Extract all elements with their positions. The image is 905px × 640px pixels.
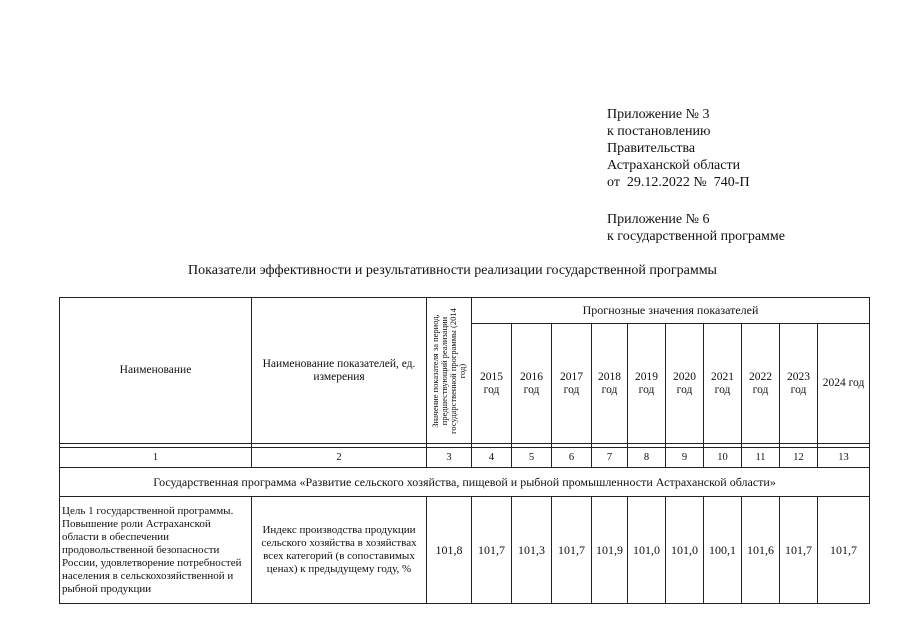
column-number: 11: [742, 448, 780, 468]
indicator-cell: Индекс производства продукции сельского хозяйства в хозяйствах всех категорий (в сопоставимых ценах) к предыдущему году, %: [252, 497, 427, 604]
appendix-6-line: Приложение № 6: [607, 212, 710, 227]
program-title: Государственная программа «Развитие сельского хозяйства, пищевой и рыбной промышленности Астраханской области»: [60, 468, 870, 497]
value-cell: 101,7: [472, 497, 512, 604]
value-cell: 101,7: [780, 497, 818, 604]
appendix-3-line: к постановлению: [607, 124, 711, 139]
appendix-3-date-line: от 29.12.2022 № 740-П: [607, 175, 750, 190]
goal-cell: Цель 1 государственной программы. Повышение роли Астраханской области в обеспечении продовольственной безопасности России, удовлетворение потребностей населения в сельскохозяйственной и рыбной продукции: [60, 497, 252, 604]
value-cell: 101,3: [512, 497, 552, 604]
year-header: 2019 год: [628, 324, 666, 444]
indicators-table: [59, 297, 870, 604]
column-number: 9: [666, 448, 704, 468]
header-base-value-cell: [427, 298, 472, 444]
column-number: 2: [252, 448, 427, 468]
appendix-3-line: Астраханской области: [607, 158, 741, 173]
table-row: [60, 497, 870, 604]
column-number: 8: [628, 448, 666, 468]
appendix-6-block: [607, 211, 785, 245]
year-header: 2021 год: [704, 324, 742, 444]
year-header: 2022 год: [742, 324, 780, 444]
program-title-row: [60, 468, 870, 497]
appendix-6-line: к государственной программе: [607, 229, 785, 244]
header-indicator: Наименование показателей, ед. измерения: [252, 298, 427, 444]
header-name: Наименование: [60, 298, 252, 444]
header-base-value: Значение показателя за период, предшествующий реализации государственной программы (2014 год): [430, 307, 467, 434]
value-cell: 101,0: [666, 497, 704, 604]
year-header: 2020 год: [666, 324, 704, 444]
year-header: 2018 год: [592, 324, 628, 444]
column-number: 3: [427, 448, 472, 468]
year-header: 2023 год: [780, 324, 818, 444]
column-number: 13: [818, 448, 870, 468]
column-number: 1: [60, 448, 252, 468]
base-value-cell: 101,8: [427, 497, 472, 604]
document-title: Показатели эффективности и результативности реализации государственной программы: [188, 263, 717, 278]
value-cell: 100,1: [704, 497, 742, 604]
column-number: 7: [592, 448, 628, 468]
value-cell: 101,0: [628, 497, 666, 604]
column-number: 4: [472, 448, 512, 468]
header-forecast: Прогнозные значения показателей: [472, 298, 870, 324]
column-number: 12: [780, 448, 818, 468]
value-cell: 101,7: [552, 497, 592, 604]
appendix-3-line: Приложение № 3: [607, 107, 710, 122]
year-header: 2024 год: [818, 324, 870, 444]
column-number: 6: [552, 448, 592, 468]
column-number: 5: [512, 448, 552, 468]
value-cell: 101,6: [742, 497, 780, 604]
year-header: 2017 год: [552, 324, 592, 444]
header-row: [60, 298, 870, 324]
value-cell: 101,9: [592, 497, 628, 604]
value-cell: 101,7: [818, 497, 870, 604]
appendix-3-line: Правительства: [607, 141, 696, 156]
column-numbers-row: [60, 448, 870, 468]
column-number: 10: [704, 448, 742, 468]
year-header: 2015 год: [472, 324, 512, 444]
appendix-3-block: [607, 106, 750, 191]
year-header: 2016 год: [512, 324, 552, 444]
